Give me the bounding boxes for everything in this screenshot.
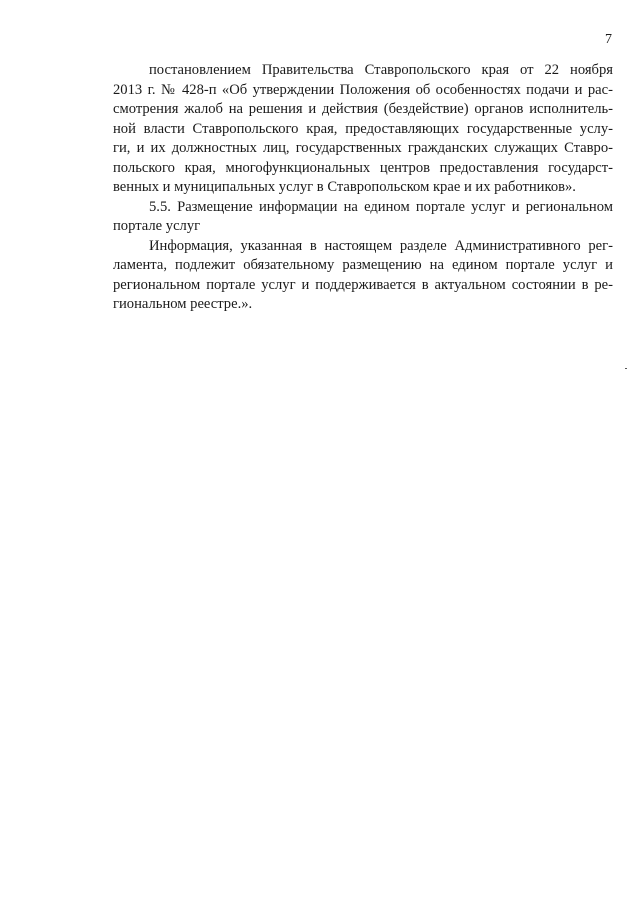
text-line: региональном портале услуг и поддерживается в актуальном состоянии в ре- (113, 276, 613, 293)
text-line: смотрения жалоб на решения и действия (бездействие) органов исполнитель- (113, 101, 613, 117)
text-line: ной власти Ставропольского края, предоставляющих государственные услу- (113, 120, 613, 137)
text-line: Информация, указанная в настоящем разделе Административного рег- (149, 237, 613, 254)
paragraph-information-placement (113, 237, 613, 315)
paragraph-complaint-resolution (113, 61, 613, 198)
text-line: венных и муниципальных услуг в Ставропольском крае и их работников». (113, 179, 576, 195)
text-line: гиональном реестре.». (113, 296, 253, 312)
text-line: 2013 г. № 428-п «Об утверждении Положения об особенностях подачи и рас- (113, 81, 613, 98)
text-line: польского края, многофункциональных центров предоставления государст- (113, 159, 613, 176)
text-line: ги, и их должностных лиц, государственных гражданских служащих Ставро- (113, 140, 613, 156)
text-line: постановлением Правительства Ставропольского края от 22 ноября (149, 62, 613, 78)
document-body (113, 61, 613, 315)
text-line: 5.5. Размещение информации на едином портале услуг и региональном (149, 198, 613, 215)
text-line: портале услуг (113, 218, 201, 234)
scan-speck (625, 368, 627, 369)
text-line: ламента, подлежит обязательному размещению на едином портале услуг и (113, 257, 613, 273)
section-heading-5-5 (113, 198, 613, 237)
page-number: 7 (605, 32, 612, 47)
